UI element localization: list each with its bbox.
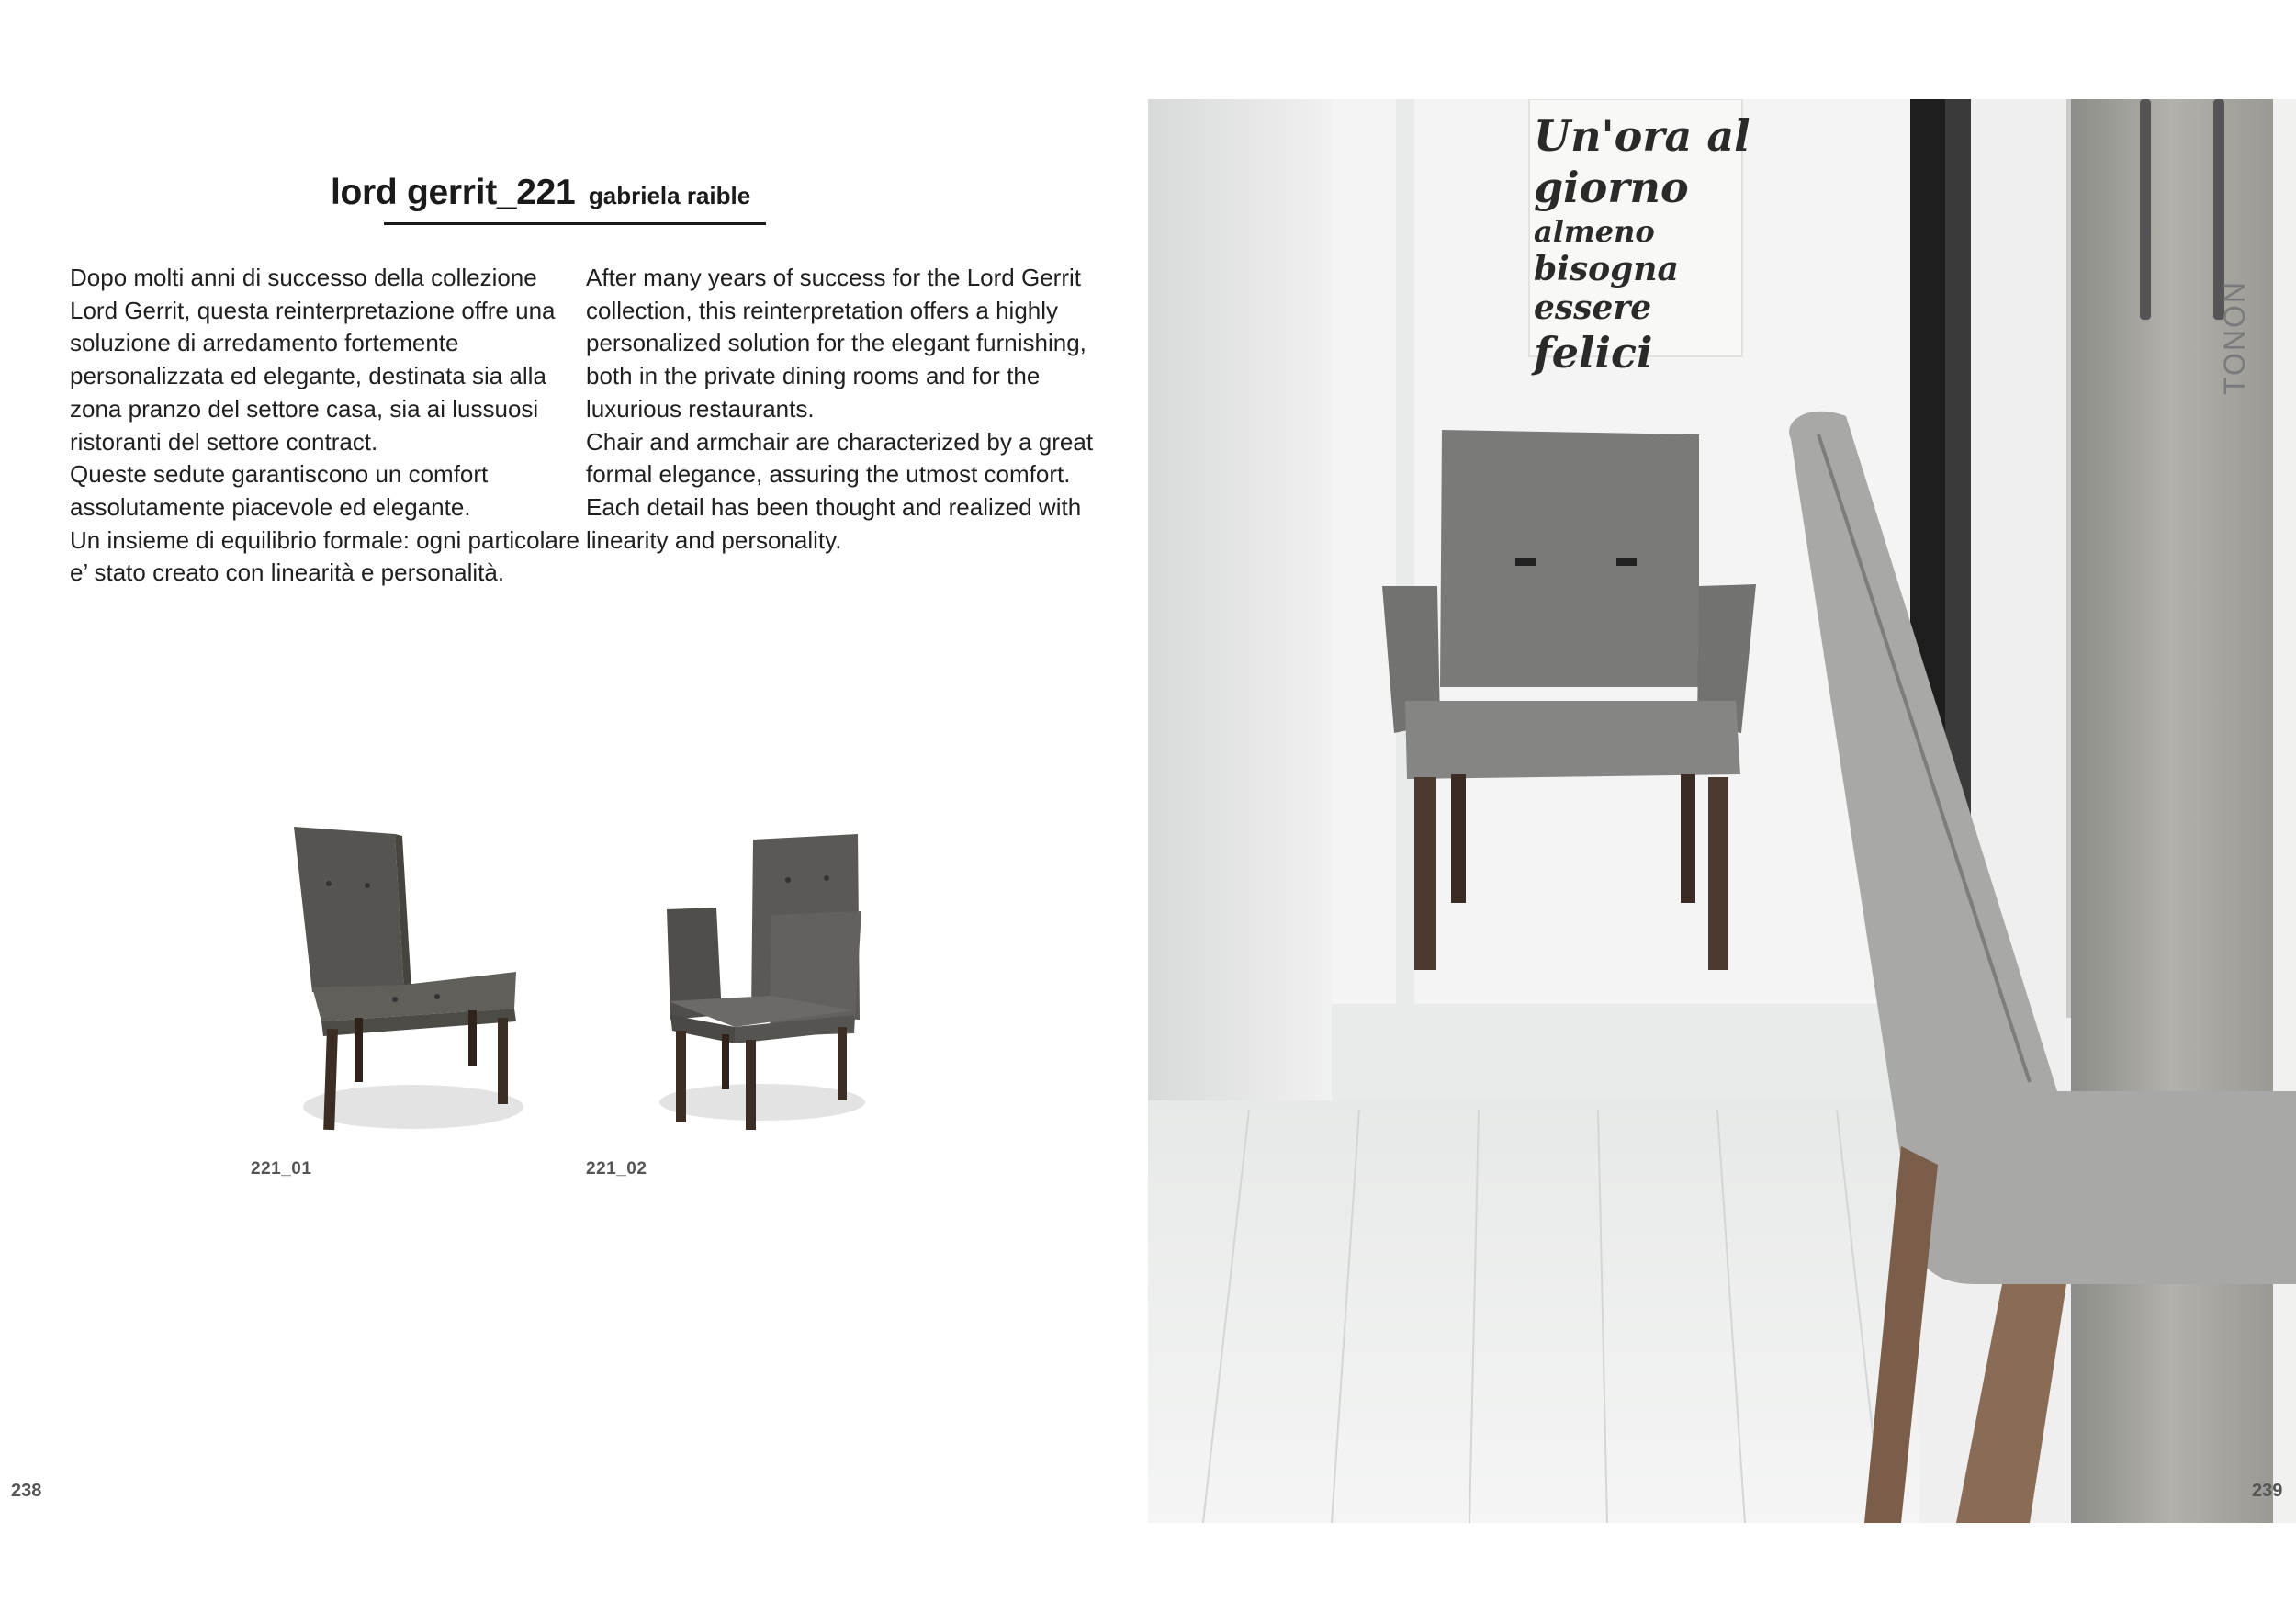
armchair-illustration (634, 827, 872, 1157)
poster-line: essere (1534, 288, 1652, 327)
english-paragraph: Chair and armchair are characterized by a great formal elegance, assuring the utmost comfort. (586, 427, 1094, 489)
brand-mark (2218, 276, 2255, 395)
brand-name: TONON (2218, 280, 2251, 395)
product-code: 221_01 (251, 1159, 312, 1179)
poster-line: almeno (1534, 214, 1655, 249)
title-underline (384, 222, 766, 225)
page-number-left: 238 (11, 1481, 42, 1501)
english-description (586, 262, 1100, 557)
poster-line: giorno (1534, 163, 1689, 212)
product-image-chair (276, 808, 542, 1157)
product-code: 221_02 (586, 1159, 647, 1179)
italian-paragraph: Dopo molti anni di successo della collezione Lord Gerrit, questa reinterpretazione offre una soluzione di arredamento fortemente personalizzata ed elegante, destinata sia alla zona pranzo del settore casa, sia ai lussuosi ristoranti del settore contract. (70, 264, 556, 456)
italian-description (70, 262, 584, 590)
poster-line: bisogna (1534, 250, 1679, 288)
english-paragraph: Each detail has been thought and realized with linearity and personality. (586, 492, 1082, 554)
italian-paragraph: Queste sedute garantiscono un comfort assolutamente piacevole ed elegante. (70, 460, 489, 521)
poster-line: felici (1534, 328, 1653, 378)
poster-line: Un'ora al (1534, 111, 1750, 161)
italian-paragraph: Un insieme di equilibrio formale: ogni particolare e’ stato creato con linearità e personalità. (70, 525, 580, 587)
product-image-armchair (634, 827, 872, 1157)
product-title: lord gerrit_221 (331, 173, 576, 212)
product-heading (331, 173, 882, 213)
designer-name: gabriela raible (588, 182, 751, 209)
poster-handwriting (1534, 110, 1750, 378)
interior-photo (1148, 99, 2296, 1523)
chair-illustration (276, 808, 542, 1157)
page-number-right: 239 (2252, 1481, 2283, 1501)
english-paragraph: After many years of success for the Lord Gerrit collection, this reinterpretation offers a highly personalized solution for the elegant furnishing, both in the private dining rooms and for the luxurious restaurants. (586, 264, 1086, 423)
